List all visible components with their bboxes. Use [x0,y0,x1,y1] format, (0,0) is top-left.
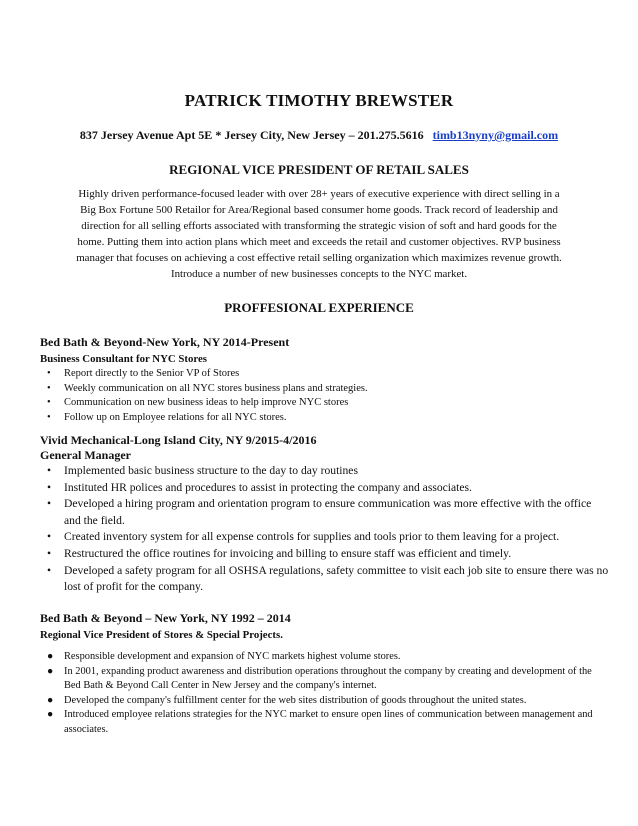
bullet-item: • Restructured the office routines for invoicing and billing to ensure staff was efficient and timely. [40,546,610,563]
bullet-icon: ● [47,709,54,721]
bullet-icon: • [47,480,52,494]
summary-line: Big Box Fortune 500 Retailor for Area/Regional based consumer home goods. Track record of leadership and [80,204,558,216]
bullet-icon: • [47,530,52,544]
bullet-icon: • [47,397,51,409]
candidate-name: PATRICK TIMOTHY BREWSTER [184,91,454,110]
job-role: General Manager [40,448,131,462]
summary-line: Highly driven performance-focused leader with over 28+ years of executive experience with direct selling in a [78,188,560,200]
bullet-icon: • [47,464,52,477]
job-entry [40,335,610,425]
summary-line: Introduce a number of new businesses concepts to the NYC market. [170,268,468,280]
bullet-item: • Instituted HR polices and procedures to assist in protecting the company and associates. [40,480,610,497]
bullet-item: ● In 2001, expanding product awareness and distribution operations throughout the company by creating and development of the Bed Bath & Beyond Call Center in New Jersey and the company's internet. [47,665,592,692]
address-phone: 837 Jersey Avenue Apt 5E * Jersey City, New Jersey – 201.275.5616 [79,128,424,142]
summary-line: manager that focuses on achieving a cost effective retail selling organization which maximizes revenue growth. [76,252,562,264]
job-bullets [40,463,610,596]
bullet-item: ● Responsible development and expansion of NYC markets highest volume stores. [40,650,610,665]
bullet-item: • Developed a hiring program and orientation program to ensure communication was more effective with the office and the field. [47,497,592,527]
job-heading: Vivid Mechanical-Long Island City, NY 9/2015-4/2016 [40,433,317,447]
bullet-icon: • [47,563,52,577]
job-bullets [40,367,610,425]
bullet-item: • Implemented basic business structure to the day to day routines [40,463,610,480]
bullet-item: • Developed a safety program for all OSHSA regulations, safety committee to visit each job site to ensure there was no lost of profit for the company. [47,563,609,594]
job-bullets [40,650,610,738]
bullet-item: ● Developed the company's fulfillment center for the web sites distribution of goods throughout the united states. [40,694,610,709]
summary-line: direction for all selling efforts associated with transforming the strategic vision of soft and hard goods for the [81,220,557,232]
bullet-item: • Weekly communication on all NYC stores business plans and strategies. [40,382,610,397]
target-role-title: REGIONAL VICE PRESIDENT OF RETAIL SALES [169,162,469,177]
bullet-icon: ● [47,651,54,662]
bullet-icon: • [47,382,51,394]
bullet-item: • Report directly to the Senior VP of Stores [40,367,610,382]
bullet-item: • Communication on new business ideas to help improve NYC stores [40,396,610,411]
bullet-item: ● Introduced employee relations strategies for the NYC market to ensure open lines of communication between management and associates. [47,709,593,735]
summary-line: home. Putting them into action plans which meet and exceeds the retail and customer objectives. RVP business [77,236,561,248]
email-link[interactable]: timb13nyny@gmail.com [432,128,559,142]
job-entry [40,433,610,596]
bullet-icon: • [47,546,52,560]
summary-paragraph [32,186,606,282]
contact-line [0,128,638,143]
bullet-icon: ● [47,694,54,706]
bullet-icon: • [47,411,51,423]
bullet-item: • Follow up on Employee relations for all NYC stores. [40,411,610,426]
job-heading: Bed Bath & Beyond-New York, NY 2014-Present [40,335,290,349]
job-heading: Bed Bath & Beyond – New York, NY 1992 – 2014 [40,611,291,625]
experience-section-title: PROFFESIONAL EXPERIENCE [224,300,414,315]
job-role: Business Consultant for NYC Stores [40,353,207,365]
bullet-icon: • [47,497,52,511]
bullet-icon: • [47,368,51,379]
job-role: Regional Vice President of Stores & Special Projects. [40,629,283,641]
job-entry [40,611,610,738]
bullet-icon: ● [47,665,54,677]
bullet-item: • Created inventory system for all expense controls for supplies and tools prior to them leaving for a project. [40,529,610,546]
